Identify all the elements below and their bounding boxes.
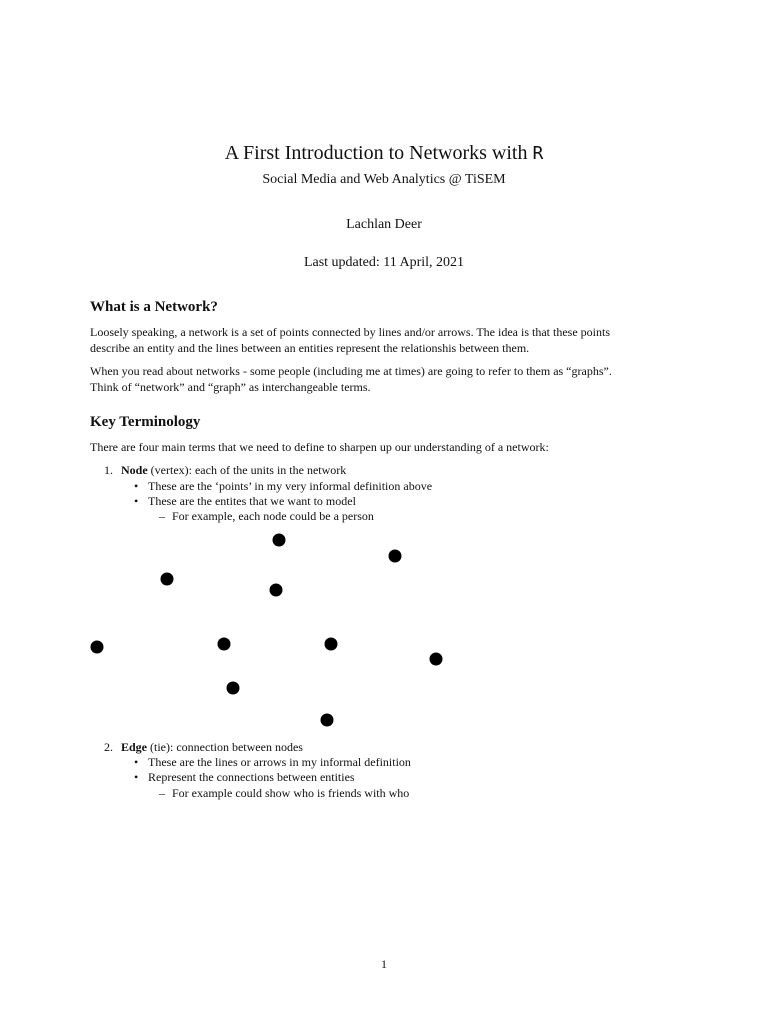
network-node <box>227 682 240 695</box>
author: Lachlan Deer <box>346 217 422 232</box>
term-edge: Edge <box>121 740 148 754</box>
list-bullet <box>134 769 355 785</box>
document-title <box>0 139 768 168</box>
paragraph-line: describe an entity and the lines between an entities represent the relationshis between them. <box>90 341 530 355</box>
paragraph-definition <box>90 324 680 356</box>
page-number: 1 <box>381 957 387 971</box>
paragraph-graphs <box>90 363 680 395</box>
network-node <box>389 550 402 563</box>
title-text: A First Introduction to Networks with <box>224 142 533 164</box>
bullet-marker: • <box>134 494 139 508</box>
network-node <box>321 714 334 727</box>
network-node <box>430 653 443 666</box>
title-code: R <box>532 143 544 164</box>
subitem-text: For example, each node could be a person <box>172 509 374 523</box>
dash-marker: – <box>159 509 165 523</box>
network-node <box>325 638 338 651</box>
list-number: 1. <box>104 463 113 477</box>
dash-marker: – <box>159 786 165 800</box>
paragraph-line: Think of “network” and “graph” as interchangeable terms. <box>90 380 371 394</box>
last-updated: Last updated: 11 April, 2021 <box>303 255 465 270</box>
paragraph-line: Loosely speaking, a network is a set of points connected by lines and/or arrows. The idea is that these points <box>90 325 610 339</box>
bullet-marker: • <box>134 755 139 769</box>
bullet-marker: • <box>134 479 139 493</box>
paragraph-line: When you read about networks - some people (including me at times) are going to refer to them as “graphs”. <box>90 364 612 378</box>
list-item-node <box>104 462 346 478</box>
term-description: (vertex): each of the units in the network <box>147 463 347 477</box>
network-node <box>273 534 286 547</box>
network-node <box>161 573 174 586</box>
bullet-marker: • <box>134 770 139 784</box>
network-node <box>270 584 283 597</box>
list-bullet <box>134 478 432 494</box>
list-subitem <box>159 785 409 801</box>
network-nodes-figure <box>0 525 768 740</box>
network-node <box>218 638 231 651</box>
list-number: 2. <box>104 740 113 754</box>
bullet-text: Represent the connections between entities <box>148 770 355 784</box>
section-heading-what-is-network: What is a Network? <box>90 299 218 315</box>
list-bullet <box>134 493 356 509</box>
term-node: Node <box>121 463 148 477</box>
section-heading-key-terminology: Key Terminology <box>90 414 201 430</box>
document-subtitle: Social Media and Web Analytics @ TiSEM <box>262 172 506 187</box>
network-node <box>91 641 104 654</box>
list-item-edge <box>104 739 303 755</box>
list-bullet <box>134 754 411 770</box>
bullet-text: These are the ‘points’ in my very informal definition above <box>148 479 433 493</box>
bullet-text: These are the entites that we want to model <box>148 494 356 508</box>
term-description: (tie): connection between nodes <box>147 740 303 754</box>
list-subitem <box>159 508 374 524</box>
subitem-text: For example could show who is friends with who <box>172 786 410 800</box>
bullet-text: These are the lines or arrows in my informal definition <box>148 755 411 769</box>
paragraph-intro: There are four main terms that we need to define to sharpen up our understanding of a network: <box>90 440 549 454</box>
